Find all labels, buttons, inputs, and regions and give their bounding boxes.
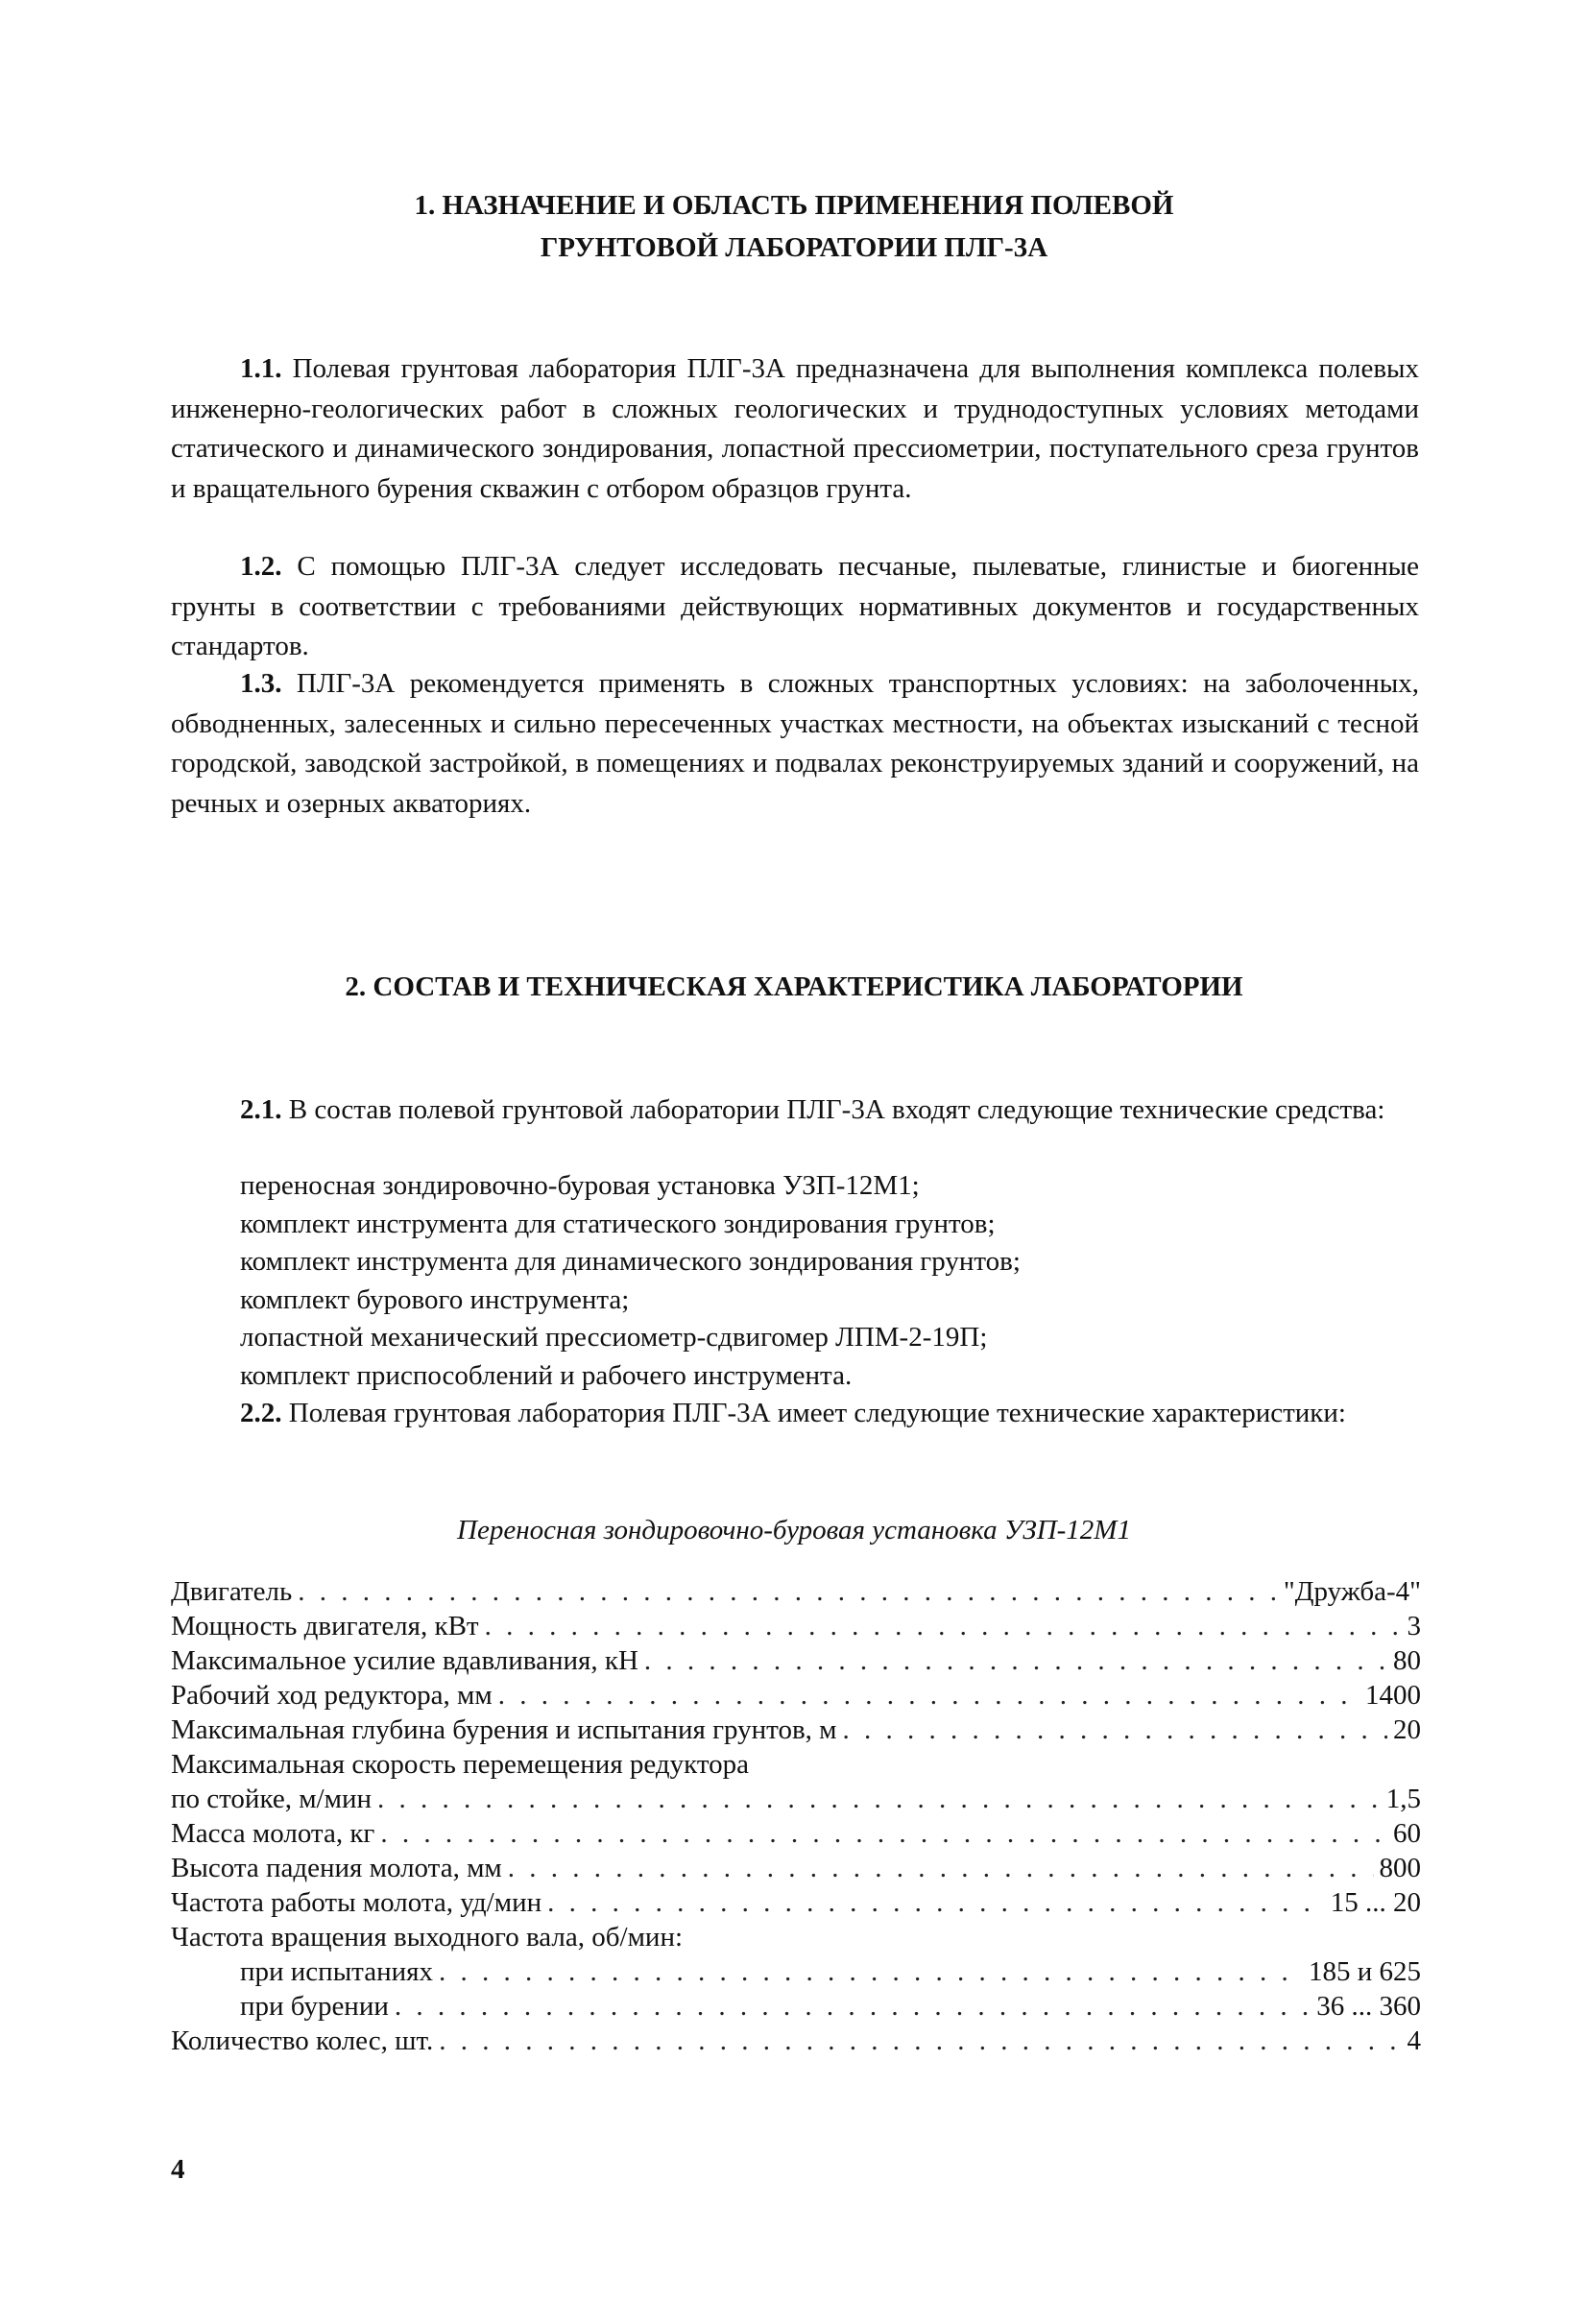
- spec-value: 3: [1407, 1611, 1421, 1641]
- page-number: 4: [171, 2154, 185, 2185]
- spec-label: Частота работы молота, уд/мин: [171, 1887, 542, 1918]
- spec-label: Максимальная скорость перемещения редуктора: [171, 1749, 750, 1780]
- spec-label: Рабочий ход редуктора, мм: [171, 1680, 493, 1711]
- dot-leader: [439, 2024, 1401, 2058]
- paragraph-1-3: [171, 664, 1419, 824]
- paragraph-number: 1.1.: [240, 353, 282, 384]
- paragraph-1-2: [171, 547, 1419, 667]
- spec-value: 185 и 625: [1308, 1956, 1421, 1987]
- dot-leader: [298, 1574, 1278, 1609]
- spec-row: [171, 1747, 1421, 1782]
- spec-value: 1,5: [1385, 1784, 1421, 1814]
- section-1-title: [0, 184, 1588, 269]
- spec-value: 36 ... 360: [1316, 1991, 1421, 2022]
- spec-row: [171, 2024, 1421, 2058]
- paragraph-1-1: [171, 349, 1419, 509]
- spec-row: [171, 1989, 1421, 2024]
- specs-table: [171, 1574, 1421, 2058]
- spec-row: [171, 1643, 1421, 1678]
- paragraph-text: ПЛГ-3А рекомендуется применять в сложных транспортных условиях: на заболоченных, обводненных, залесенных и сильно пересеченных участках местности, на объектах изысканий с тесной городской, заводской застройкой, в помещениях и подвалах реконструируемых зданий и сооружений, на речных и озерных акваториях.: [171, 668, 1419, 819]
- spec-label: Двигатель: [171, 1576, 293, 1607]
- spec-value: 15 ... 20: [1330, 1887, 1421, 1918]
- equipment-list: [240, 1167, 1021, 1395]
- spec-row: [171, 1816, 1421, 1851]
- spec-value: 1400: [1365, 1680, 1421, 1711]
- dot-leader: [843, 1713, 1387, 1747]
- spec-value: 20: [1393, 1714, 1421, 1745]
- spec-value: 80: [1393, 1645, 1421, 1676]
- spec-row: [171, 1678, 1421, 1713]
- paragraph-number: 2.1.: [240, 1094, 282, 1125]
- paragraph-text: Полевая грунтовая лаборатория ПЛГ-3А имеет следующие технические характеристики:: [288, 1398, 1346, 1428]
- paragraph-number: 2.2.: [240, 1398, 282, 1428]
- spec-label: Максимальное усилие вдавливания, кН: [171, 1645, 638, 1676]
- dot-leader: [498, 1678, 1359, 1713]
- section-1-title-line-1: 1. НАЗНАЧЕНИЕ И ОБЛАСТЬ ПРИМЕНЕНИЯ ПОЛЕВОЙ: [414, 190, 1174, 221]
- paragraph-number: 1.2.: [240, 551, 282, 582]
- dot-leader: [377, 1782, 1381, 1816]
- spec-label: Количество колес, шт.: [171, 2025, 434, 2056]
- spec-value: 800: [1379, 1853, 1421, 1883]
- paragraph-number: 1.3.: [240, 668, 282, 699]
- spec-label: Высота падения молота, мм: [171, 1853, 502, 1883]
- paragraph-text: В состав полевой грунтовой лаборатории ПЛГ-3А входят следующие технические средства:: [288, 1094, 1385, 1125]
- section-2-title: 2. СОСТАВ И ТЕХНИЧЕСКАЯ ХАРАКТЕРИСТИКА ЛАБОРАТОРИИ: [345, 971, 1243, 1002]
- spec-row: [171, 1954, 1421, 1989]
- dot-leader: [439, 1954, 1303, 1989]
- dot-leader: [380, 1816, 1387, 1851]
- spec-label: Масса молота, кг: [171, 1818, 375, 1849]
- spec-value: 60: [1393, 1818, 1421, 1849]
- list-item: комплект инструмента для динамического зондирования грунтов;: [240, 1246, 1021, 1277]
- spec-value: "Дружба-4": [1283, 1576, 1421, 1607]
- specs-subtitle: Переносная зондировочно-буровая установка УЗП-12М1: [457, 1515, 1131, 1545]
- spec-label: Частота вращения выходного вала, об/мин:: [171, 1922, 684, 1953]
- dot-leader: [547, 1885, 1325, 1920]
- spec-row: [171, 1851, 1421, 1885]
- spec-row: [171, 1713, 1421, 1747]
- dot-leader: [644, 1643, 1387, 1678]
- spec-value: 4: [1407, 2025, 1421, 2056]
- spec-row: [171, 1609, 1421, 1643]
- list-item: переносная зондировочно-буровая установка УЗП-12М1;: [240, 1170, 920, 1201]
- paragraph-text: Полевая грунтовая лаборатория ПЛГ-3А предназначена для выполнения комплекса полевых инженерно-геологических работ в сложных геологических и труднодоступных условиях методами статического и динамического зондирования, лопастной прессиометрии, поступательного среза грунтов и вращательного бурения скважин с отбором образцов грунта.: [171, 353, 1419, 504]
- list-item: лопастной механический прессиометр-сдвигомер ЛПМ-2-19П;: [240, 1322, 988, 1353]
- spec-label: по стойке, м/мин: [171, 1784, 372, 1814]
- list-item: комплект инструмента для статического зондирования грунтов;: [240, 1208, 996, 1239]
- list-item: комплект приспособлений и рабочего инструмента.: [240, 1359, 853, 1391]
- spec-label: Максимальная глубина бурения и испытания грунтов, м: [171, 1714, 837, 1745]
- dot-leader: [508, 1851, 1374, 1885]
- spec-row: [171, 1885, 1421, 1920]
- list-item: комплект бурового инструмента;: [240, 1283, 630, 1315]
- spec-row: [171, 1782, 1421, 1816]
- dot-leader: [395, 1989, 1311, 2024]
- spec-label: Мощность двигателя, кВт: [171, 1611, 479, 1641]
- spec-row: [171, 1920, 1421, 1954]
- paragraph-2-1: [171, 1090, 1419, 1131]
- dot-leader: [485, 1609, 1402, 1643]
- spec-label: при бурении: [240, 1991, 389, 2022]
- section-1-title-line-2: ГРУНТОВОЙ ЛАБОРАТОРИИ ПЛГ-3А: [540, 232, 1048, 263]
- spec-row: [171, 1574, 1421, 1609]
- paragraph-text: С помощью ПЛГ-3А следует исследовать песчаные, пылеватые, глинистые и биогенные грунты в соответствии с требованиями действующих нормативных документов и государственных стандартов.: [171, 551, 1420, 661]
- spec-label: при испытаниях: [240, 1956, 433, 1987]
- paragraph-2-2: [171, 1394, 1419, 1434]
